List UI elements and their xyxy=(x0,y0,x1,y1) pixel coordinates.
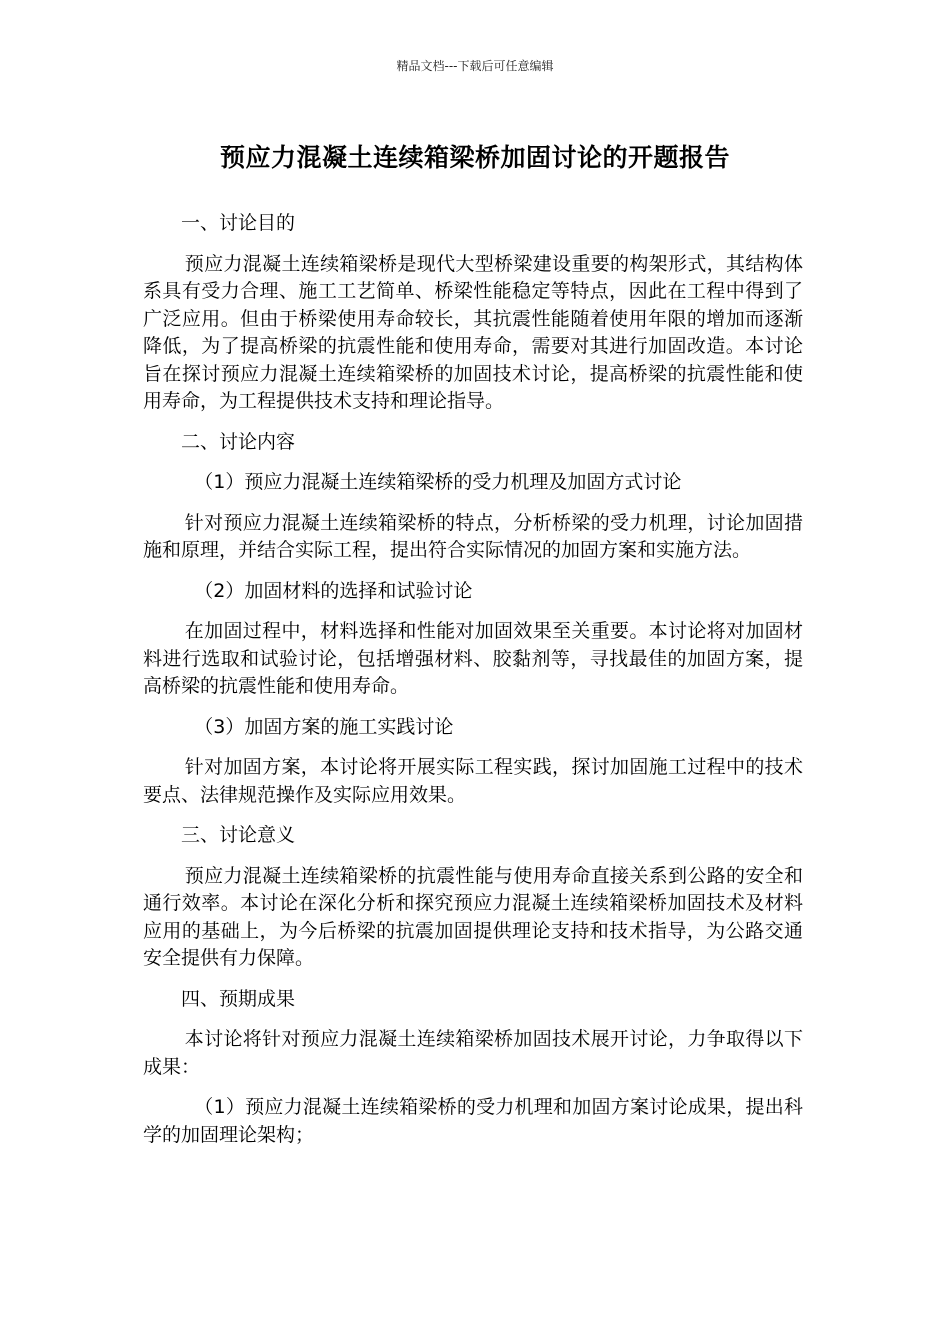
section-heading-purpose: 一、讨论目的 xyxy=(181,212,296,234)
paragraph-purpose: 预应力混凝土连续箱梁桥是现代大型桥梁建设重要的构架形式，其结构体系具有受力合理、施工工艺简单、桥梁性能稳定等特点，因此在工程中得到了广泛应用。但由于桥梁使用寿命较长，其抗震性能随着使用年限的增加而逐渐降低，为了提高桥梁的抗震性能和使用寿命，需要对其进行加固改造。本讨论旨在探讨预应力混凝土连续箱梁桥的加固技术讨论，提高桥梁的抗震性能和使用寿命，为工程提供技术支持和理论指导。 xyxy=(143,252,803,412)
subheading-content-1: （1）预应力混凝土连续箱梁桥的受力机理及加固方式讨论 xyxy=(194,471,682,493)
subheading-content-2: （2）加固材料的选择和试验讨论 xyxy=(194,579,473,602)
header-note: 精品文档---下载后可任意编辑 xyxy=(396,59,554,73)
section-heading-significance: 三、讨论意义 xyxy=(181,824,296,846)
paragraph-content-1: 针对预应力混凝土连续箱梁桥的特点，分析桥梁的受力机理，讨论加固措施和原理，并结合实际工程，提出符合实际情况的加固方案和实施方法。 xyxy=(143,511,803,561)
paragraph-content-2: 在加固过程中，材料选择和性能对加固效果至关重要。本讨论将对加固材料进行选取和试验讨论，包括增强材料、胶黏剂等，寻找最佳的加固方案，提高桥梁的抗震性能和使用寿命。 xyxy=(143,620,803,697)
subheading-content-3: （3）加固方案的施工实践讨论 xyxy=(194,715,454,738)
section-heading-expected-results: 四、预期成果 xyxy=(181,987,296,1010)
document-title: 预应力混凝土连续箱梁桥加固讨论的开题报告 xyxy=(219,143,730,172)
paragraph-significance: 预应力混凝土连续箱梁桥的抗震性能与使用寿命直接关系到公路的安全和通行效率。本讨论在深化分析和探究预应力混凝土连续箱梁桥加固技术及材料应用的基础上，为今后桥梁的抗震加固提供理论支持和技术指导，为公路交通安全提供有力保障。 xyxy=(143,864,803,969)
document-body xyxy=(143,210,803,1162)
list-item-expected-result-1: （1）预应力混凝土连续箱梁桥的受力机理和加固方案讨论成果，提出科学的加固理论架构； xyxy=(143,1096,803,1146)
paragraph-expected-results: 本讨论将针对预应力混凝土连续箱梁桥加固技术展开讨论，力争取得以下成果： xyxy=(143,1028,803,1078)
section-heading-content: 二、讨论内容 xyxy=(181,430,296,453)
paragraph-content-3: 针对加固方案，本讨论将开展实际工程实践，探讨加固施工过程中的技术要点、法律规范操作及实际应用效果。 xyxy=(143,756,803,806)
